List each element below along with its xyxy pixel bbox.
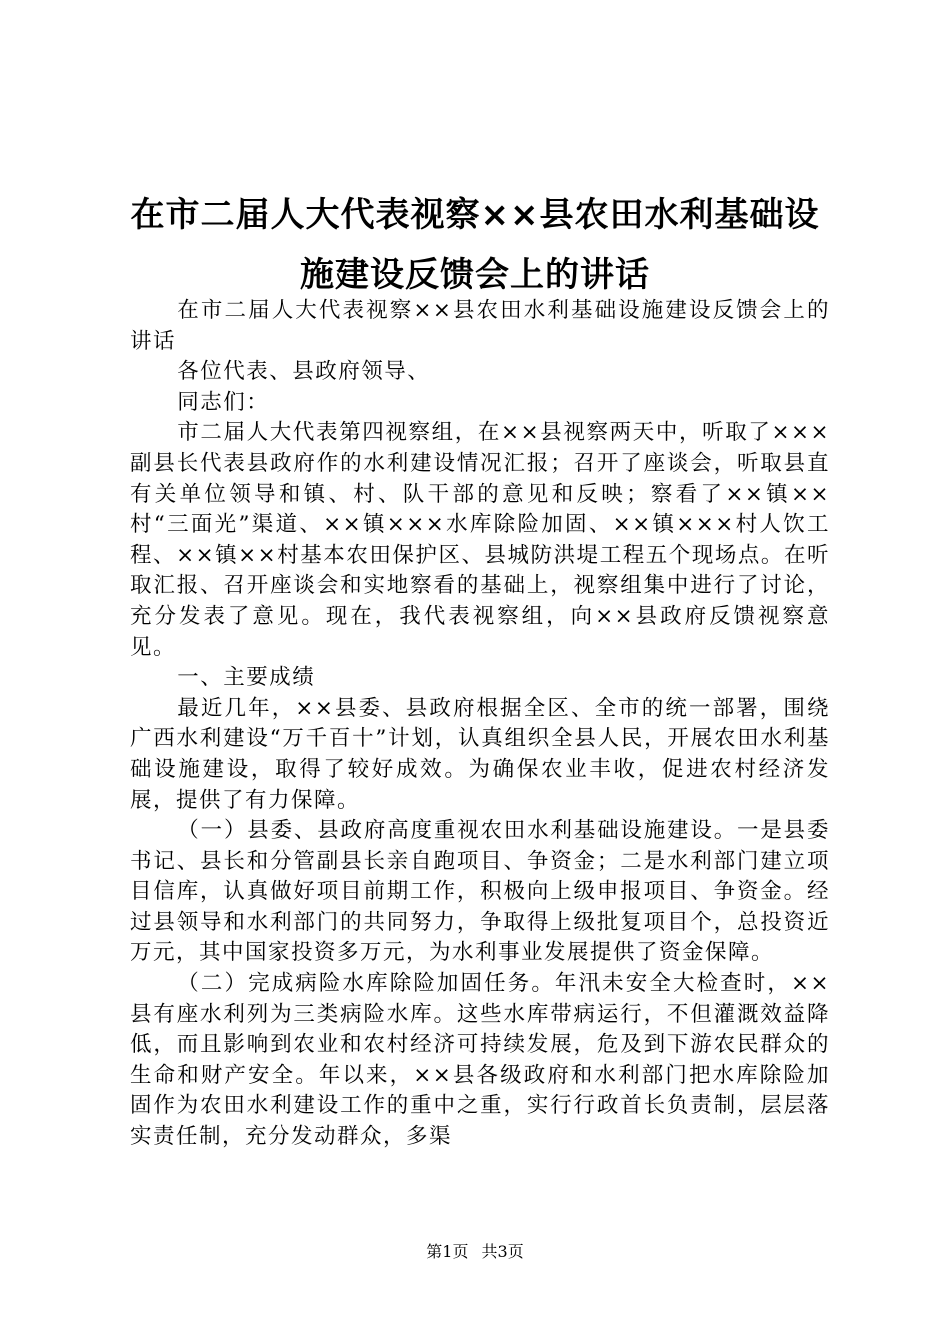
page-number-current: 第1页: [426, 1242, 469, 1261]
title-line-1: 在市二届人大代表视察××县农田水利基础设: [130, 195, 820, 235]
document-body: [130, 296, 830, 1153]
paragraph-achievements-summary: 最近几年，××县委、县政府根据全区、全市的统一部署，围绕广西水利建设“万千百十”计划，认真组织全县人民，开展农田水利基础设施建设，取得了较好成效。为确保农业丰收，促进农村经济发展，提供了有力保障。: [130, 695, 830, 813]
document-title: [110, 185, 840, 305]
title-line-2: 施建设反馈会上的讲话: [300, 255, 650, 295]
paragraph-subtitle: 在市二届人大代表视察××县农田水利基础设施建设反馈会上的讲话: [130, 298, 830, 354]
paragraph-intro: 市二届人大代表第四视察组，在××县视察两天中，听取了×××副县长代表县政府作的水利建设情况汇报；召开了座谈会，听取县直有关单位领导和镇、村、队干部的意见和反映；察看了××镇××村“三面光”渠道、××镇×××水库除险加固、××镇×××村人饮工程、××镇××村基本农田保护区、县城防洪堤工程五个现场点。在听取汇报、召开座谈会和实地察看的基础上，视察组集中进行了讨论，充分发表了意见。现在，我代表视察组，向××县政府反馈视察意见。: [130, 420, 830, 660]
paragraph-item-1: （一）县委、县政府高度重视农田水利基础设施建设。一是县委书记、县长和分管副县长亲自跑项目、争资金；二是水利部门建立项目信库，认真做好项目前期工作，积极向上级申报项目、争资金。经过县领导和水利部门的共同努力，争取得上级批复项目个，总投资近万元，其中国家投资多万元，为水利事业发展提供了资金保障。: [130, 818, 830, 966]
page-footer: [0, 1242, 950, 1262]
paragraph-item-2: （二）完成病险水库除险加固任务。年汛未安全大检查时，××县有座水利列为三类病险水库。这些水库带病运行，不但灌溉效益降低，而且影响到农业和农村经济可持续发展，危及到下游农民群众的生命和财产安全。年以来，××县各级政府和水利部门把水库除险加固作为农田水利建设工作的重中之重，实行行政首长负责制，层层落实责任制，充分发动群众，多渠: [130, 971, 830, 1150]
page-number-total: 共3页: [481, 1242, 524, 1261]
paragraph-salutation-2: 同志们：: [177, 389, 270, 415]
paragraph-salutation-1: 各位代表、县政府领导、: [177, 359, 431, 385]
section-heading-achievements: 一、主要成绩: [177, 665, 316, 691]
